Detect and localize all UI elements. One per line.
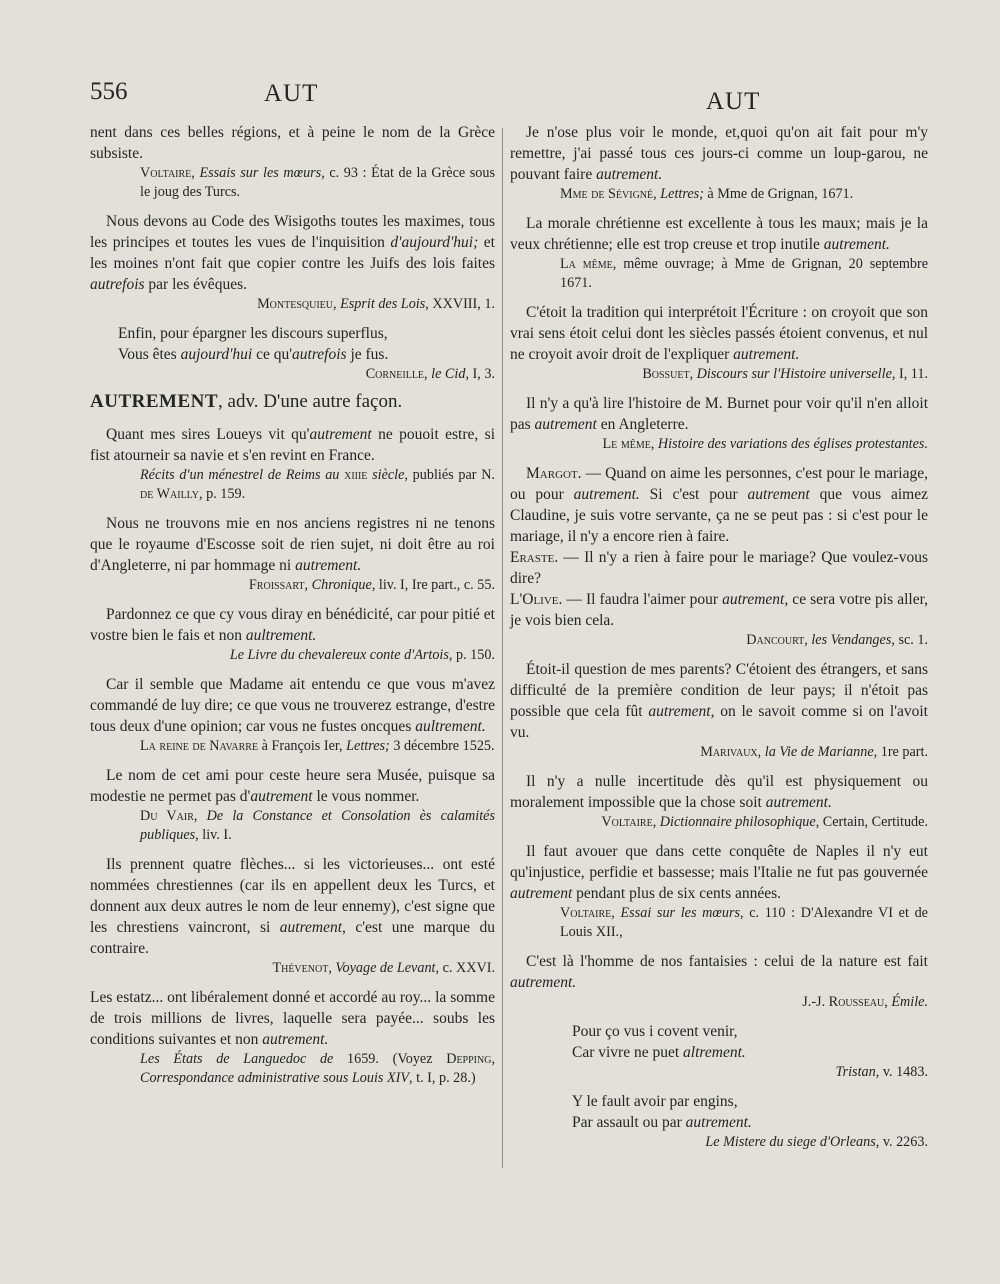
quote-source: Le Mistere du siege d'Orleans, v. 2263. (705, 1134, 928, 1150)
quote-source: Bossuet, Discours sur l'Histoire universelle, I, 11. (642, 366, 928, 382)
column-divider (502, 128, 503, 1168)
quote-source: Voltaire, Essai sur les mœurs, c. 110 : D'Alexandre VI et de Louis XII., (560, 905, 928, 940)
quote-source: Les États de Languedoc de 1659. (Voyez Depping, Correspondance administrative sous Louis XIV, t. I, p. 28.) (140, 1051, 496, 1086)
quote-text: nent dans ces belles régions, et à peine le nom de la Grèce subsiste. (90, 124, 495, 162)
quote-text: Quant mes sires Loueys vit qu'autrement ne pouoit estre, si fist atourneir sa navie et s'en revint en France. (90, 426, 495, 464)
quote-text: Pardonnez ce que cy vous diray en bénédicité, car pour pitié et vostre bien le fais et non aultrement. (90, 606, 495, 644)
quote-source: Froissart, Chronique, liv. I, Ire part., c. 55. (248, 577, 495, 593)
verse-line: Enfin, pour épargner les discours superflus, (118, 325, 388, 342)
quote-source: Thévenot, Voyage de Levant, c. XXVI. (272, 960, 495, 976)
quote-text: Car il semble que Madame ait entendu ce que vous m'avez commandé de luy dire; ce que vous ne trouverez estrange, d'estre tous deux d'une opinion; car vous ne fustes oncques aultrement. (90, 676, 495, 735)
running-head-left: AUT (264, 80, 319, 107)
entry-headword: AUTREMENT, adv. D'une autre façon. (90, 391, 403, 412)
running-head-right: AUT (706, 88, 761, 115)
quote-source: Marivaux, la Vie de Marianne, 1re part. (700, 744, 928, 760)
quote-source: Montesquieu, Esprit des Lois, XXVIII, 1. (257, 296, 495, 312)
quote-text: C'étoit la tradition qui interprétoit l'Écriture : on croyoit que son vrai sens étoit celui dont les siècles passés étoient convenus, et nul ne croyoit avoir droit de l'expliquer autrement. (510, 304, 928, 363)
quote-text: Il n'y a qu'à lire l'histoire de M. Burnet pour voir qu'il n'en alloit pas autrement en Angleterre. (510, 395, 928, 433)
page-number: 556 (90, 78, 128, 105)
quote-source: J.-J. Rousseau, Émile. (802, 994, 928, 1010)
quote-text: Ils prennent quatre flèches... si les victorieuses... ont esté nommées chrestiennes (car ils en appellent deux les Turcs, et donnent aux deux autres le nom de leur ennemy), c'est signe que les chrestiens vaincront, si autrement, c'est une marque du contraire. (90, 856, 495, 957)
quote-text: Étoit-il question de mes parents? C'étoient des étrangers, et sans difficulté de la première condition de leur pays; il n'étoit pas possible que cela fût autrement, on le savoit comme si on l'avoit vu. (510, 661, 928, 741)
verse-line: Pour ço vus i covent venir, (572, 1023, 738, 1040)
quote-source: La reine de Navarre à François Ier, Lettres; 3 décembre 1525. (140, 738, 495, 754)
quote-text: Il n'y a nulle incertitude dès qu'il est physiquement ou moralement impossible que la chose soit autrement. (510, 773, 928, 811)
quote-text: Les estatz... ont libéralement donné et accordé au roy... la somme de trois millions de livres, laquelle sera payée... soubs les conditions suivantes et non autrement. (90, 989, 495, 1048)
verse-line: Y le fault avoir par engins, (572, 1093, 738, 1110)
left-column (90, 122, 495, 1088)
quote-source: Corneille, le Cid, I, 3. (365, 366, 495, 382)
quote-text: La morale chrétienne est excellente à tous les maux; mais je la veux chrétienne; elle est trop creuse et trop inutile autrement. (510, 215, 928, 253)
quote-text: Nous ne trouvons mie en nos anciens registres ni ne tenons que le royaume d'Escosse soit de rien sujet, ni doit être au roi d'Angleterre, ni par hommage ni autrement. (90, 515, 495, 574)
quote-source: Voltaire, Essais sur les mœurs, c. 93 : État de la Grèce sous le joug des Turcs. (140, 165, 496, 200)
quote-source: Voltaire, Dictionnaire philosophique, Certain, Certitude. (601, 814, 928, 830)
verse-line: Car vivre ne puet altrement. (572, 1044, 746, 1061)
quote-text: Je n'ose plus voir le monde, et,quoi qu'on ait fait pour m'y remettre, j'ai passé tous ces jours-ci comme un loup-garou, ne pouvant faire autrement. (510, 124, 928, 183)
quote-source: Mme de Sévigné, Lettres; à Mme de Grignan, 1671. (560, 186, 854, 202)
quote-source: La même, même ouvrage; à Mme de Grignan, 20 septembre 1671. (560, 256, 929, 291)
quote-text: Il faut avouer que dans cette conquête de Naples il n'y eut qu'injustice, perfidie et bassesse; mais l'Italie ne fut pas gouvernée autrement pendant plus de six cents années. (510, 843, 928, 902)
quote-source: Dancourt, les Vendanges, sc. 1. (746, 632, 928, 648)
right-column (510, 122, 928, 1152)
verse-line: Vous êtes aujourd'hui ce qu'autrefois je fus. (118, 346, 389, 363)
quote-source: Le même, Histoire des variations des églises protestantes. (602, 436, 928, 452)
quote-source: Le Livre du chevalereux conte d'Artois, p. 150. (229, 647, 495, 663)
quote-source: Récits d'un ménestrel de Reims au xiiie siècle, publiés par N. de Wailly, p. 159. (140, 467, 495, 502)
dialogue-text: Margot. — Quand on aime les personnes, c'est pour le mariage, ou pour autrement. Si c'est pour autrement que vous aimez Claudine, je suis votre servante, ça ne se peut pas : si c'est pour le mariage, il n'y a encore rien à faire. (510, 465, 928, 545)
quote-source: Tristan, v. 1483. (835, 1064, 928, 1080)
verse-line: Par assault ou par autrement. (572, 1114, 752, 1131)
dialogue-text: Eraste. — Il n'y a rien à faire pour le mariage? Que voulez-vous dire? (510, 549, 928, 587)
dialogue-text: L'Olive. — Il faudra l'aimer pour autrement, ce sera votre pis aller, je vois bien cela. (510, 591, 928, 629)
quote-text: Le nom de cet ami pour ceste heure sera Musée, puisque sa modestie ne permet pas d'autrement le vous nommer. (90, 767, 495, 805)
quote-source: Du Vair, De la Constance et Consolation ès calamités publiques, liv. I. (140, 808, 495, 843)
quote-text: C'est là l'homme de nos fantaisies : celui de la nature est fait autrement. (510, 953, 928, 991)
quote-text: Nous devons au Code des Wisigoths toutes les maximes, tous les principes et toutes les vues de l'inquisition d'aujourd'hui; et les moines n'ont fait que copier contre les Juifs des lois faites autrefois par les évêques. (90, 213, 495, 293)
